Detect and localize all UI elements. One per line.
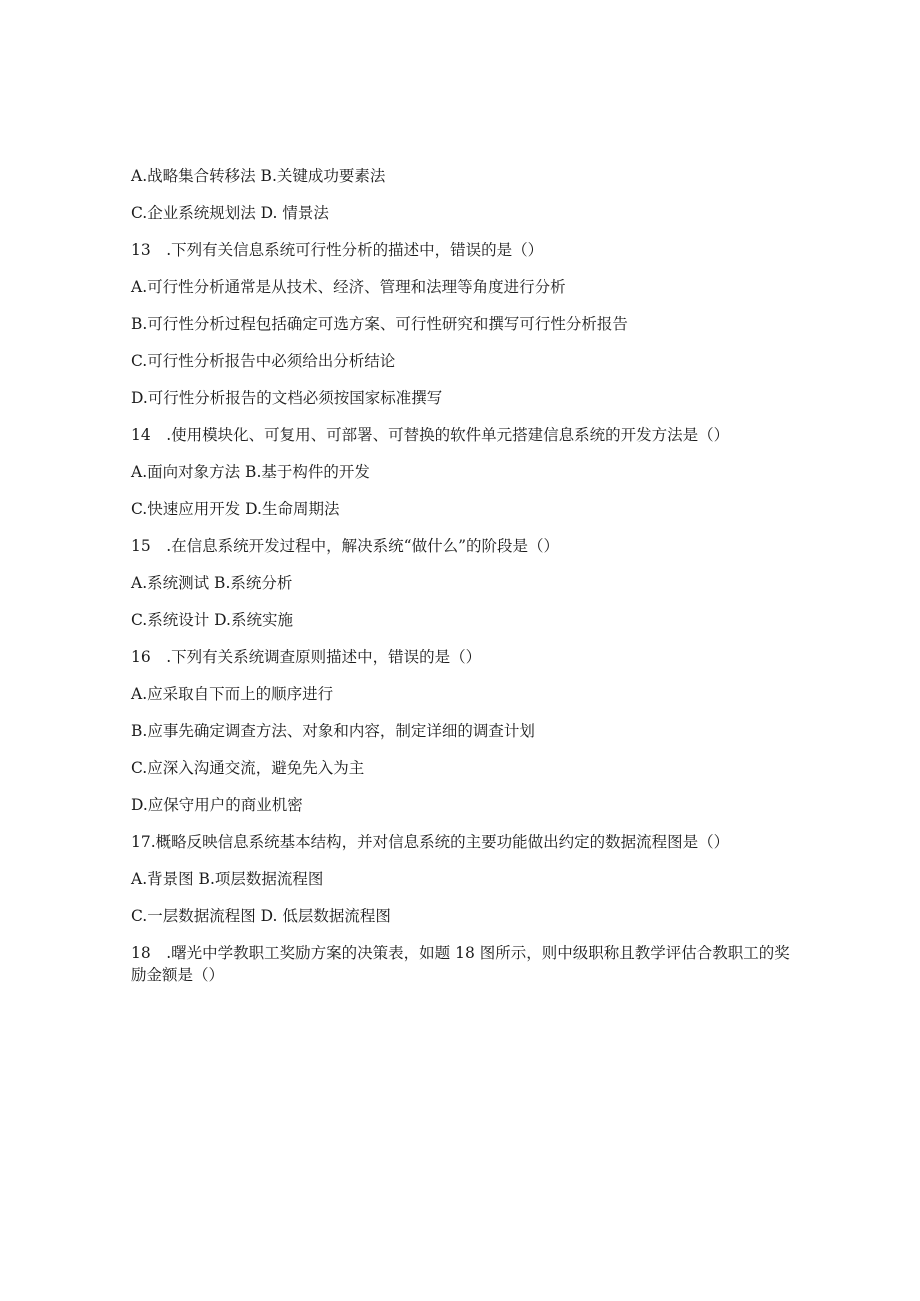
q15-options-ab: A.系统测试 B.系统分析 <box>131 574 293 592</box>
q13-option-b: B.可行性分析过程包括确定可选方案、可行性研究和撰写可行性分析报告 <box>131 315 628 333</box>
q12-options-cd: C.企业系统规划法 D. 情景法 <box>131 204 329 222</box>
question-16: 16 .下列有关系统调查原则描述中，错误的是（） <box>131 648 482 666</box>
q12-options-ab: A.战略集合转移法 B.关键成功要素法 <box>131 167 386 185</box>
q13-option-d: D.可行性分析报告的文档必须按国家标准撰写 <box>131 389 443 407</box>
q13-option-a: A.可行性分析通常是从技术、经济、管理和法理等角度进行分析 <box>131 278 566 296</box>
question-17: 17.概略反映信息系统基本结构，并对信息系统的主要功能做出约定的数据流程图是（） <box>131 833 730 851</box>
question-13: 13 .下列有关信息系统可行性分析的描述中，错误的是（） <box>131 241 544 259</box>
question-14: 14 .使用模块化、可复用、可部署、可替换的软件单元搭建信息系统的开发方法是（） <box>131 426 730 444</box>
q16-option-d: D.应保守用户的商业机密 <box>131 796 303 814</box>
q17-options-cd: C.一层数据流程图 D. 低层数据流程图 <box>131 907 391 925</box>
q16-option-a: A.应采取自下而上的顺序进行 <box>131 685 334 703</box>
q13-option-c: C.可行性分析报告中必须给出分析结论 <box>131 352 396 370</box>
q17-options-ab: A.背景图 B.项层数据流程图 <box>131 870 324 888</box>
q14-options-ab: A.面向对象方法 B.基于构件的开发 <box>131 463 370 481</box>
q15-options-cd: C.系统设计 D.系统实施 <box>131 611 293 629</box>
question-18: 18 .曙光中学教职工奖励方案的决策表，如题 18 图所示，则中级职称且教学评估合教职工的奖励金额是（） <box>131 944 790 984</box>
question-15: 15 .在信息系统开发过程中，解决系统“做什么”的阶段是（） <box>131 537 560 555</box>
q14-options-cd: C.快速应用开发 D.生命周期法 <box>131 500 340 518</box>
q16-option-b: B.应事先确定调查方法、对象和内容，制定详细的调查计划 <box>131 722 535 740</box>
q16-option-c: C.应深入沟通交流，避免先入为主 <box>131 759 365 777</box>
